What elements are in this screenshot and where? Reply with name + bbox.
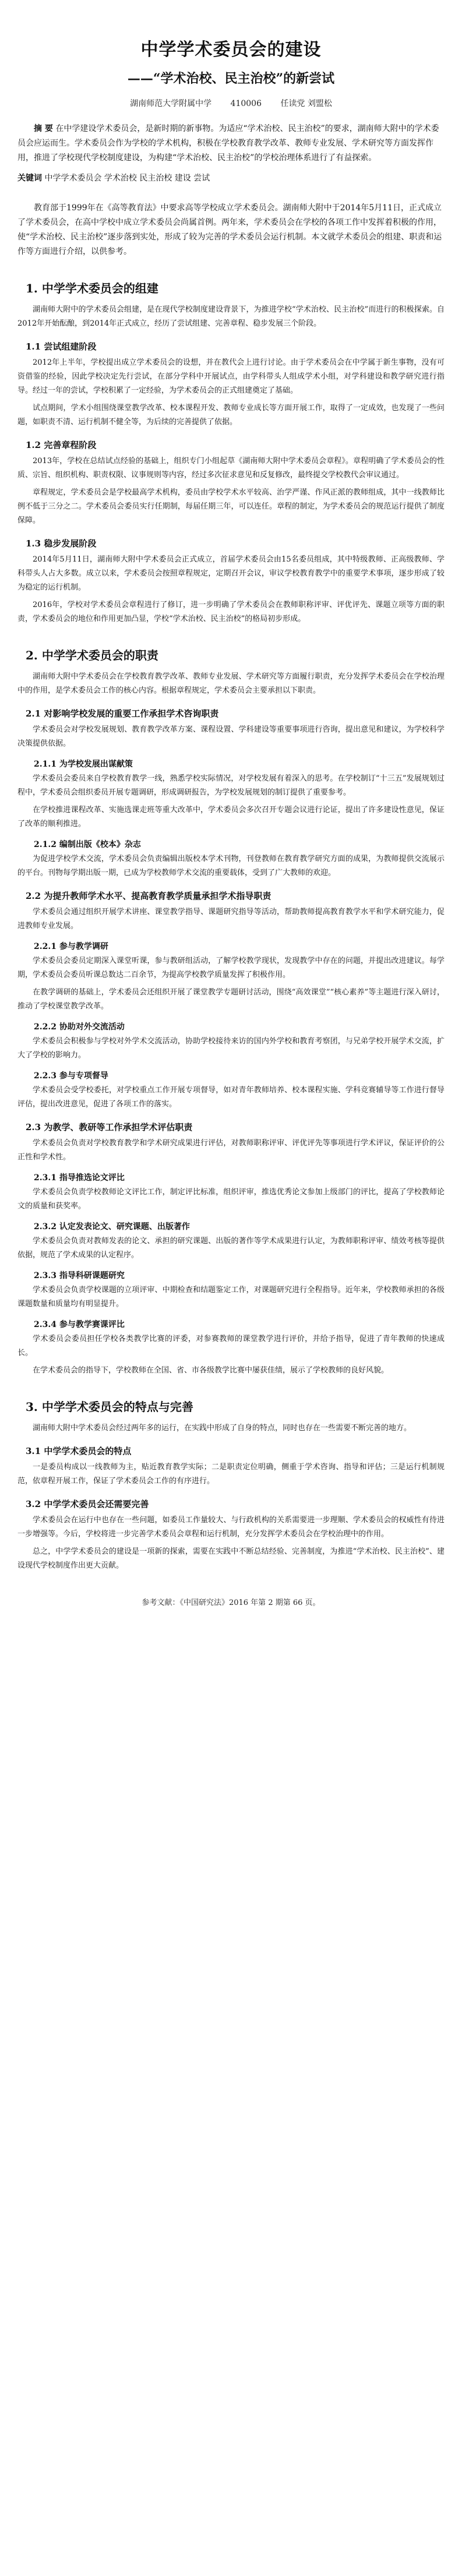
subsubsection-paragraph: 学术委员会积极参与学校对外学术交流活动，协助学校接待来访的国内外学校和教育考察团，与兄弟学校开展学术交流，扩大了学校的影响力。 bbox=[17, 1037, 445, 1060]
subsection-paragraph: 2014年5月11日，湖南师大附中学术委员会正式成立，首届学术委员会由15名委员组成，其中特级教师、正高级教师、学科带头人占大多数。成立以来，学术委员会按照章程规定，定期召开会议，审议学校教育教学中的重要学术事项，逐步形成了较为稳定的运行机制。 bbox=[17, 555, 445, 592]
subsection-heading: 1.2 完善章程阶段 bbox=[26, 440, 97, 450]
author-byline bbox=[17, 97, 445, 109]
subsection-paragraph: 总之，中学学术委员会的建设是一项新的探索，需要在实践中不断总结经验、完善制度，为推进“学术治校、民主治校”、建设现代学校制度作出更大贡献。 bbox=[17, 1547, 445, 1570]
school-name: 湖南师范大学附属中学 bbox=[130, 99, 212, 108]
subsubsection-paragraph: 学术委员会负责对教师发表的论文、承担的研究课题、出版的著作等学术成果进行认定，为教师职称评审、绩效考核等提供依据，规范了学术成果的认定程序。 bbox=[17, 1237, 445, 1259]
paper-title: 中学学术委员会的建设 bbox=[140, 40, 322, 60]
section-heading: 3. 中学学术委员会的特点与完善 bbox=[26, 1400, 193, 1414]
subsubsection-paragraph: 学术委员会负责学校教师论文评比工作，制定评比标准，组织评审，推选优秀论文参加上级部门的评比，提高了学校教师论文的质量和获奖率。 bbox=[17, 1188, 445, 1211]
keywords-label: 关键词 bbox=[17, 174, 42, 183]
subsubsection-heading: 2.3.2 认定发表论文、研究课题、出版著作 bbox=[34, 1222, 190, 1231]
subsubsection-paragraph: 学术委员会负责学校课题的立项评审、中期检查和结题鉴定工作，对课题研究进行全程指导。近年来，学校教师承担的各级课题数量和质量均有明显提升。 bbox=[17, 1286, 445, 1308]
subsubsection-paragraph: 学术委员会委员担任学校各类教学比赛的评委，对参赛教师的课堂教学进行评价，并给予指导，促进了青年教师的快速成长。 bbox=[17, 1335, 445, 1357]
subsection-paragraph: 学术委员会对学校发展规划、教育教学改革方案、课程设置、学科建设等重要事项进行咨询，提出意见和建议，为学校科学决策提供依据。 bbox=[17, 725, 445, 748]
page-footer: 参考文献：《中国研究法》2016 年第 2 期第 66 页。 bbox=[142, 1598, 320, 1607]
section-paragraph: 湖南师大附中的学术委员会组建，是在现代学校制度建设背景下，为推进学校“学术治校、民主治校”而进行的积极探索。自2012年开始酝酿，到2014年正式成立，经历了尝试组建、完善章程、稳步发展三个阶段。 bbox=[17, 305, 445, 328]
section-heading: 2. 中学学术委员会的职责 bbox=[26, 648, 158, 662]
subsubsection-paragraph: 在学术委员会的指导下，学校教师在全国、省、市各级教学比赛中屡获佳绩，展示了学校教师的良好风貌。 bbox=[33, 1366, 389, 1375]
subsection-paragraph: 章程规定，学术委员会是学校最高学术机构，委员由学校学术水平较高、治学严谨、作风正派的教师组成，其中一线教师比例不低于三分之二。学术委员会委员实行任期制，每届任期三年，可以连任。章程的制定，为学术委员会的规范运行提供了制度保障。 bbox=[17, 488, 445, 525]
abstract bbox=[17, 122, 445, 165]
subsubsection-paragraph: 学术委员会委员来自学校教育教学一线，熟悉学校实际情况，对学校发展有着深入的思考。在学校制订“十三五”发展规划过程中，学术委员会组织委员开展专题调研，形成调研报告，为学校发展规划的制订提供了重要参考。 bbox=[17, 774, 445, 797]
subsubsection-heading: 2.2.2 协助对外交流活动 bbox=[34, 1022, 125, 1032]
subsubsection-paragraph: 学术委员会受学校委托，对学校重点工作开展专项督导，如对青年教师培养、校本课程实施、学科竞赛辅导等工作进行督导评估，提出改进意见，促进了各项工作的落实。 bbox=[17, 1086, 445, 1109]
subsection-paragraph: 试点期间，学术小组围绕课堂教学改革、校本课程开发、教师专业成长等方面开展工作，取得了一定成效，也发现了一些问题，如职责不清、运行机制不健全等，为后续的完善提供了依据。 bbox=[17, 404, 445, 426]
subsubsection-heading: 2.1.2 编制出版《校本》杂志 bbox=[34, 840, 141, 849]
subsection-paragraph: 学术委员会通过组织开展学术讲座、课堂教学指导、课题研究指导等活动，帮助教师提高教育教学水平和学术研究能力，促进教师专业发展。 bbox=[17, 908, 445, 930]
subsection-heading: 2.3 为教学、教研等工作承担学术评估职责 bbox=[26, 1122, 193, 1132]
subsection-heading: 2.1 对影响学校发展的重要工作承担学术咨询职责 bbox=[26, 708, 219, 719]
subsubsection-heading: 2.2.1 参与教学调研 bbox=[34, 942, 108, 951]
subsection-heading: 3.1 中学学术委员会的特点 bbox=[26, 1446, 132, 1456]
subsection-heading: 1.3 稳步发展阶段 bbox=[26, 538, 97, 549]
subsection-paragraph: 一是委员构成以一线教师为主，贴近教育教学实际；二是职责定位明确，侧重于学术咨询、指导和评估；三是运行机制规范，依章程开展工作，保证了学术委员会工作的有序进行。 bbox=[17, 1463, 445, 1485]
keywords-text: 中学学术委员会 学术治校 民主治校 建设 尝试 bbox=[44, 174, 210, 183]
subsubsection-heading: 2.3.3 指导科研课题研究 bbox=[34, 1271, 125, 1280]
section-paragraph: 湖南师大附中学术委员会经过两年多的运行，在实践中形成了自身的特点，同时也存在一些需要不断完善的地方。 bbox=[33, 1424, 412, 1432]
subsection-paragraph: 2016年，学校对学术委员会章程进行了修订，进一步明确了学术委员会在教师职称评审、评优评先、课题立项等方面的职责，学术委员会的地位和作用更加凸显，学校“学术治校、民主治校”的格局初步形成。 bbox=[17, 601, 445, 623]
subsubsection-heading: 2.2.3 参与专项督导 bbox=[34, 1071, 108, 1081]
keywords bbox=[17, 171, 445, 186]
subsection-paragraph: 2013年，学校在总结试点经验的基础上，组织专门小组起草《湖南师大附中学术委员会章程》。章程明确了学术委员会的性质、宗旨、组织机构、职责权限、议事规则等内容，经过多次征求意见和反复修改，最终提交学校教代会审议通过。 bbox=[17, 457, 445, 479]
subsection-heading: 1.1 尝试组建阶段 bbox=[26, 341, 97, 352]
paper-subtitle: ——“学术治校、民主治校”的新尝试 bbox=[127, 71, 335, 86]
subsection-heading: 2.2 为提升教师学术水平、提高教育教学质量承担学术指导职责 bbox=[26, 891, 271, 901]
subsubsection-paragraph: 在教学调研的基础上，学术委员会还组织开展了课堂教学专题研讨活动，围绕“高效课堂”“核心素养”等主题进行深入研讨，推动了学校课堂教学改革。 bbox=[17, 988, 445, 1011]
body-sections bbox=[17, 279, 445, 1573]
postcode: 410006 bbox=[230, 99, 262, 108]
subsubsection-heading: 2.1.1 为学校发展出谋献策 bbox=[34, 760, 133, 769]
subsection-paragraph: 2012年上半年，学校提出成立学术委员会的设想，并在教代会上进行讨论。由于学术委员会在中学属于新生事物，没有可资借鉴的经验，因此学校决定先行尝试，在部分学科中开展试点，由学科带头人组成学术小组，对学科建设和教学研究进行指导。经过一年的尝试，学校积累了一定经验，为学术委员会的正式组建奠定了基础。 bbox=[17, 358, 445, 395]
abstract-text: 在中学建设学术委员会，是新时期的新事物。为适应“学术治校、民主治校”的要求，湖南师大附中的学术委员会应运而生。学术委员会作为学校的学术机构，积极在学校教育教学改革、教师专业发展、学术研究等方面发挥作用，推进了学校现代学校制度建设，为构建“学术治校、民主治校”的学校治理体系进行了有益探索。 bbox=[17, 124, 439, 163]
subsubsection-paragraph: 学术委员会委员定期深入课堂听课，参与教研组活动，了解学校教学现状，发现教学中存在的问题，并提出改进建议。每学期，学术委员会委员听课总数达二百余节，为提高学校教学质量发挥了积极作用。 bbox=[17, 957, 445, 979]
section-heading: 1. 中学学术委员会的组建 bbox=[26, 281, 158, 295]
section-paragraph: 湖南师大附中学术委员会在学校教育教学改革、教师专业发展、学术研究等方面履行职责，充分发挥学术委员会在学校治理中的作用，是学术委员会工作的核心内容。根据章程规定，学术委员会主要承担以下职责。 bbox=[17, 672, 445, 695]
subsection-heading: 3.2 中学学术委员会还需要完善 bbox=[26, 1499, 149, 1509]
author-names: 任读党 刘盟松 bbox=[280, 99, 332, 108]
subsubsection-paragraph: 为促进学校学术交流，学术委员会负责编辑出版校本学术刊物，刊登教师在教育教学研究方面的成果，为教师提供交流展示的平台。刊物每学期出版一期，已成为学校教师学术交流的重要载体，受到了广大教师的欢迎。 bbox=[17, 855, 445, 877]
subsection-paragraph: 学术委员会在运行中也存在一些问题，如委员工作量较大、与行政机构的关系需要进一步理顺、学术委员会的权威性有待进一步增强等。今后，学校将进一步完善学术委员会章程和运行机制，充分发挥学术委员会在学校治理中的作用。 bbox=[17, 1516, 445, 1538]
subsubsection-heading: 2.3.1 指导推选论文评比 bbox=[34, 1173, 125, 1183]
introduction-paragraph: 教育部于1999年在《高等教育法》中要求高等学校成立学术委员会。湖南师大附中于2014年5月11日，正式成立了学术委员会，在高中学校中成立学术委员会尚属首例。两年来，学术委员会在学校的各项工作中发挥着积极的作用，使“学术治校、民主治校”逐步落到实处，形成了较为完善的学术委员会运行机制。本文就学术委员会的组建、职责和运作等方面进行介绍，以供参考。 bbox=[17, 203, 442, 256]
paper-page bbox=[17, 0, 445, 1607]
subsubsection-heading: 2.3.4 参与教学赛课评比 bbox=[34, 1320, 125, 1329]
subsection-paragraph: 学术委员会负责对学校教育教学和学术研究成果进行评估，对教师职称评审、评优评先等事项进行学术评议，保证评价的公正性和学术性。 bbox=[17, 1139, 445, 1162]
subsubsection-paragraph: 在学校推进课程改革、实施选课走班等重大改革中，学术委员会多次召开专题会议进行论证，提出了许多建设性意见，保证了改革的顺利推进。 bbox=[17, 806, 445, 828]
abstract-label: 摘 要 bbox=[34, 124, 53, 133]
